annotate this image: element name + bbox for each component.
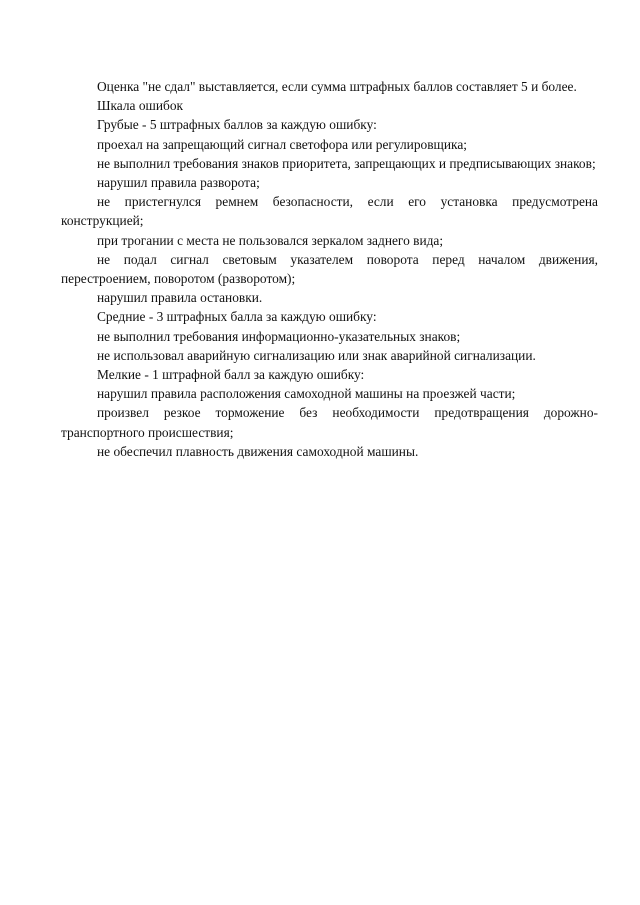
paragraph-fail-criteria: Оценка "не сдал" выставляется, если сумма штрафных баллов составляет 5 и более. <box>97 79 577 94</box>
list-item-minor-error: произвел резкое торможение без необходимости предотвращения дорожно-транспортного происшествия; <box>61 405 598 440</box>
list-item-medium-error: не выполнил требования информационно-указательных знаков; <box>97 328 461 344</box>
list-item-gross-error: нарушил правила разворота; <box>97 175 260 191</box>
list-item-minor-error: не обеспечил плавность движения самоходной машины. <box>97 443 419 459</box>
document-body <box>61 77 598 461</box>
paragraph-medium-errors-heading: Средние - 3 штрафных балла за каждую ошибку: <box>97 309 377 325</box>
list-item-gross-error: не подал сигнал световым указателем поворота перед началом движения, перестроением, поворотом (разворотом); <box>61 251 598 287</box>
list-item-gross-error: не выполнил требования знаков приоритета, запрещающих и предписывающих знаков; <box>97 155 596 171</box>
list-item-minor-error: нарушил правила расположения самоходной машины на проезжей части; <box>97 386 516 402</box>
list-item-gross-error: не пристегнулся ремнем безопасности, если его установка предусмотрена конструкцией; <box>61 194 598 229</box>
paragraph-error-scale-heading: Шкала ошибок <box>97 98 184 114</box>
list-item-gross-error: нарушил правила остановки. <box>97 290 263 306</box>
list-item-gross-error: при трогании с места не пользовался зеркалом заднего вида; <box>97 232 444 248</box>
list-item-gross-error: проехал на запрещающий сигнал светофора или регулировщика; <box>97 136 467 152</box>
list-item-medium-error: не использовал аварийную сигнализацию или знак аварийной сигнализации. <box>97 347 536 363</box>
paragraph-minor-errors-heading: Мелкие - 1 штрафной балл за каждую ошибку: <box>97 367 365 383</box>
paragraph-gross-errors-heading: Грубые - 5 штрафных баллов за каждую ошибку: <box>97 117 377 133</box>
